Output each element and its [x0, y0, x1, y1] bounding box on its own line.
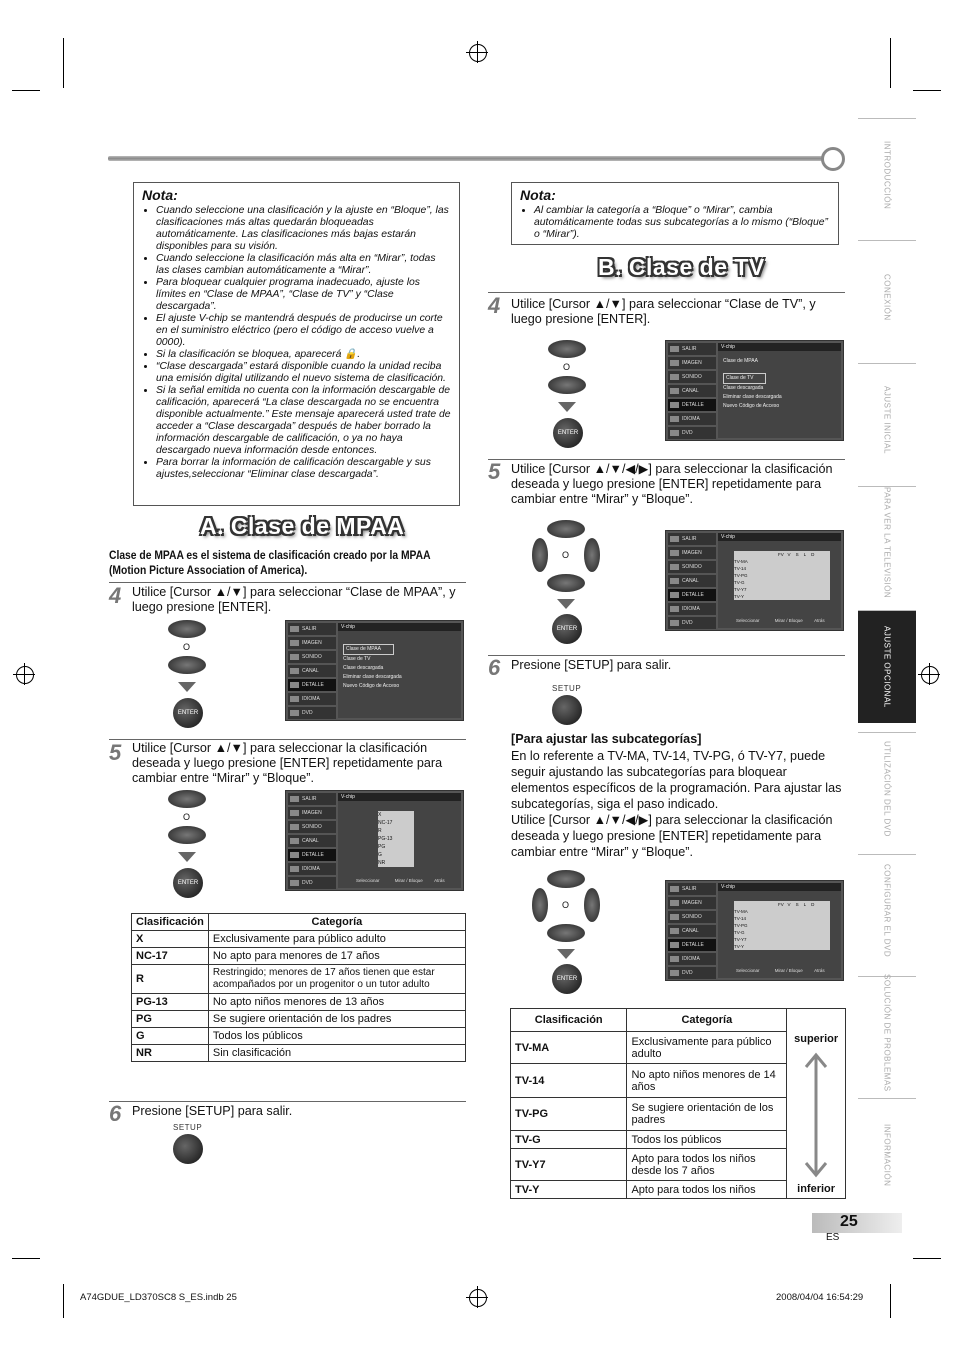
- setup-button: [173, 1134, 203, 1164]
- arrow-down-icon: [557, 599, 575, 609]
- table-cell: TV-Y7: [511, 1149, 627, 1181]
- table-row: [132, 931, 466, 948]
- rating-row: G: [378, 852, 382, 858]
- step-divider: [109, 582, 466, 583]
- table-cell: Todos los públicos: [627, 1131, 787, 1149]
- cursor-right-button: [584, 538, 600, 572]
- cursor-down-button: [168, 656, 206, 674]
- table-cell: Sin clasificación: [208, 1045, 465, 1062]
- menu-screen: [665, 340, 844, 441]
- rating-row: R: [378, 828, 382, 834]
- menu-screen: [285, 620, 464, 721]
- mpaa-rating-table: [131, 913, 466, 1062]
- column-header: S: [795, 902, 799, 907]
- menu-item-dvd: DVD: [668, 967, 716, 979]
- cursor-up-button: [168, 620, 206, 638]
- cursor-down-button: [547, 924, 585, 942]
- step-number: 4: [488, 293, 501, 318]
- section-title-mpaa: A. Clase de MPAA: [200, 513, 405, 539]
- menu-item-dvd: DVD: [668, 617, 716, 629]
- footer-file: A74GDUE_LD370SC8 S_ES.indb 25: [80, 1292, 237, 1303]
- footer-hint: Mirar / Bloque: [394, 878, 423, 883]
- table-row: [132, 1011, 466, 1028]
- section-title-tv: B. Clase de TV: [598, 254, 765, 280]
- table-cell: Se sugiere orientación de los padres: [627, 1098, 787, 1131]
- table-cell: Exclusivamente para público adulto: [627, 1032, 787, 1064]
- table-cell: TV-G: [511, 1131, 627, 1149]
- table-header: Categoría: [208, 914, 465, 931]
- step-number: 5: [109, 740, 122, 765]
- step-number: 6: [488, 655, 501, 680]
- cursor-up-button: [547, 870, 585, 888]
- table-cell: R: [132, 965, 209, 994]
- footer-hint: Atrás: [434, 878, 445, 883]
- menu-option: Nuevo Código de Acceso: [723, 403, 780, 409]
- table-cell: TV-MA: [511, 1032, 627, 1064]
- setup-label: SETUP: [552, 684, 582, 693]
- step-divider: [109, 1101, 466, 1102]
- note-box-left: [133, 182, 460, 506]
- step-text: Utilice [Cursor ▲/▼] para seleccionar “Clase de TV”, y luego presione [ENTER].: [511, 297, 816, 326]
- menu-item-imagen: IMAGEN: [668, 897, 716, 909]
- remote-pad: [166, 618, 210, 728]
- cursor-down-button: [547, 574, 585, 592]
- step-divider: [488, 655, 845, 656]
- or-label: O: [183, 642, 191, 652]
- menu-option: Clase de MPAA: [723, 358, 758, 364]
- crop-mark: [913, 1258, 941, 1259]
- table-row: [132, 948, 466, 965]
- table-cell: Se sugiere orientación de los padres: [208, 1011, 465, 1028]
- table-header: Categoría: [627, 1009, 787, 1032]
- remote-pad: [166, 788, 210, 898]
- crop-mark: [913, 90, 941, 91]
- registration-mark-icon: [469, 44, 487, 62]
- step-text: Utilice [Cursor ▲/▼/◀/▶] para seleccionar la clasificación deseada y luego presione [ENTER] repetidamente para cambiar entre “Mirar” y “Bloque”.: [511, 462, 833, 506]
- menu-item-imagen: IMAGEN: [288, 807, 336, 819]
- subcategory-text: Utilice [Cursor ▲/▼/◀/▶] para seleccionar la clasificación deseada y luego presione [ENTER] repetidamente para cambiar entre “Mirar” y “Bloque”.: [511, 813, 833, 859]
- rating-row: TV-Y7: [734, 937, 747, 942]
- page-number: 25: [840, 1213, 858, 1230]
- rating-row: TV-14: [734, 916, 747, 921]
- step-number: 5: [488, 459, 501, 484]
- menu-item-idioma: IDIOMA: [668, 603, 716, 615]
- menu-item-salir: SALIR: [668, 343, 716, 355]
- remote-pad: [532, 870, 600, 992]
- or-label: O: [562, 900, 570, 910]
- side-tab-conexion: CONEXIÓN: [858, 240, 916, 353]
- scale-cell: [787, 1009, 846, 1199]
- menu-item-imagen: IMAGEN: [668, 357, 716, 369]
- setup-button: [552, 695, 582, 725]
- table-row: [132, 1028, 466, 1045]
- column-header: L: [803, 552, 807, 557]
- enter-button: ENTER: [173, 868, 203, 898]
- column-header: L: [803, 902, 807, 907]
- rating-row: TV-G: [734, 580, 745, 585]
- menu-screen: [665, 530, 844, 631]
- menu-item-idioma: IDIOMA: [288, 693, 336, 705]
- table-header: Clasificación: [511, 1009, 627, 1032]
- footer-hint: Mirar / Bloque: [774, 968, 803, 973]
- column-header: D: [811, 552, 815, 557]
- menu-item-sonido: SONIDO: [288, 821, 336, 833]
- menu-item-salir: SALIR: [288, 793, 336, 805]
- step-divider: [488, 292, 845, 293]
- side-tab-solucion: SOLUCIÓN DE PROBLEMAS: [858, 976, 916, 1089]
- menu-item-canal: CANAL: [668, 575, 716, 587]
- note-item: • El ajuste V-chip se mantendrá después de producirse un corte en el suministro eléctrico (pero el código de acceso vuelve a 0000).: [156, 313, 451, 349]
- menu-title: V-chip: [718, 533, 841, 541]
- menu-item-detalle: DETALLE: [668, 939, 716, 951]
- rating-row: PG-13: [378, 836, 393, 842]
- menu-option: Eliminar clase descargada: [723, 394, 782, 400]
- menu-item-salir: SALIR: [288, 623, 336, 635]
- step-number: 6: [109, 1101, 122, 1126]
- menu-item-idioma: IDIOMA: [288, 863, 336, 875]
- crop-mark: [63, 1284, 64, 1318]
- menu-item-canal: CANAL: [288, 835, 336, 847]
- menu-item-sonido: SONIDO: [668, 371, 716, 383]
- table-cell: Apto para todos los niños desde los 7 años: [627, 1149, 787, 1181]
- or-label: O: [183, 812, 191, 822]
- footer-date: 2008/04/04 16:54:29: [776, 1292, 864, 1303]
- rating-row: NC-17: [378, 820, 393, 826]
- rating-row: TV-G: [734, 930, 745, 935]
- enter-button: ENTER: [173, 698, 203, 728]
- registration-mark-icon: [921, 666, 939, 684]
- tv-rating-table: [510, 1008, 846, 1199]
- note-title: Nota:: [142, 187, 178, 203]
- note-item: • “Clase descargada” estará disponible cuando la unidad reciba una emisión digital utilizando el nuevo sistema de clasificación.: [156, 361, 451, 385]
- column-header: FV: [778, 552, 784, 557]
- cursor-up-button: [548, 340, 586, 358]
- table-cell: NR: [132, 1045, 209, 1062]
- menu-option: Nuevo Código de Acceso: [343, 683, 400, 689]
- footer-hint: Mirar / Bloque: [774, 618, 803, 623]
- note-item: • Para borrar la información de calificación descargable y sus ajustes,seleccionar “Eliminar clase descargada”.: [156, 457, 451, 481]
- table-row: [132, 965, 466, 994]
- table-cell: TV-PG: [511, 1098, 627, 1131]
- subcategory-text: En lo referente a TV-MA, TV-14, TV-PG, ó TV-Y7, puede seguir ajustando las subcategorías para bloquear elementos específicos de la programación. Para ajustar las subcategorías, siga el paso indicado.: [511, 749, 842, 811]
- or-label: O: [562, 550, 570, 560]
- subcategory-title: [Para ajustar las subcategorías]: [511, 732, 702, 746]
- menu-option: Clase de TV: [343, 656, 371, 662]
- menu-screen: [285, 790, 464, 891]
- note-item: • Cuando seleccione la clasificación más alta en “Mirar”, todas las clases cambian automáticamente a “Mirar”.: [156, 253, 451, 277]
- side-tab-configurar-dvd: CONFIGURAR EL DVD: [858, 854, 916, 967]
- menu-item-canal: CANAL: [288, 665, 336, 677]
- menu-item-detalle: DETALLE: [288, 679, 336, 691]
- note-item: • Cuando seleccione una clasificación y la ajuste en “Bloque”, las clasificaciones más altas quedarán bloqueadas automáticamente. Las clasificaciones más bajas estarán disponibles para su visión.: [156, 205, 451, 253]
- side-tab-para-ver: PARA VER LA TELEVISIÓN: [858, 486, 916, 599]
- table-cell: PG: [132, 1011, 209, 1028]
- menu-item-imagen: IMAGEN: [288, 637, 336, 649]
- registration-mark-icon: [16, 666, 34, 684]
- menu-option: Clase de MPAA: [343, 644, 394, 655]
- note-title: Nota:: [520, 187, 556, 203]
- menu-item-sonido: SONIDO: [668, 911, 716, 923]
- step-divider: [109, 739, 466, 740]
- rating-row: X: [378, 812, 382, 818]
- menu-title: V-chip: [338, 623, 461, 631]
- enter-button: ENTER: [552, 964, 582, 994]
- step-text: Utilice [Cursor ▲/▼] para seleccionar la clasificación deseada y luego presione [ENTER] repetidamente para cambiar entre “Mirar” y “Bloque”.: [132, 741, 443, 785]
- step-divider: [488, 459, 845, 460]
- table-cell: TV-Y: [511, 1181, 627, 1199]
- table-cell: Restringido; menores de 17 años tienen que estar acompañados por un progenitor o un tutor adulto: [208, 965, 465, 994]
- cursor-down-button: [548, 376, 586, 394]
- table-row: [132, 994, 466, 1011]
- cursor-right-button: [584, 888, 600, 922]
- crop-mark: [63, 38, 64, 88]
- footer-hint: Atrás: [814, 968, 825, 973]
- menu-item-idioma: IDIOMA: [668, 953, 716, 965]
- table-cell: Apto para todos los niños: [627, 1181, 787, 1199]
- rating-row: TV-MA: [734, 909, 748, 914]
- footer-hint: Seleccionar: [356, 878, 380, 883]
- table-cell: Exclusivamente para público adulto: [208, 931, 465, 948]
- side-tab-ajuste-opcional: AJUSTE OPCIONAL: [858, 610, 916, 723]
- menu-item-sonido: SONIDO: [668, 561, 716, 573]
- table-cell: No apto para menores de 17 años: [208, 948, 465, 965]
- menu-item-canal: CANAL: [668, 925, 716, 937]
- column-header: V: [787, 902, 791, 907]
- crop-mark: [12, 90, 40, 91]
- rating-row: TV-Y: [734, 594, 745, 599]
- note-item: • Al cambiar la categoría a “Bloque” o “Mirar”, cambia automáticamente todas sus subcategorías a lo mismo (“Bloque” o “Mirar”).: [534, 205, 830, 241]
- footer-hint: Seleccionar: [736, 618, 760, 623]
- side-tab-utilizacion-dvd: UTILIZACIÓN DEL DVD: [858, 732, 916, 845]
- footer-hint: Atrás: [814, 618, 825, 623]
- menu-item-dvd: DVD: [288, 707, 336, 719]
- arrow-down-icon: [178, 682, 196, 692]
- table-cell: No apto niños menores de 13 años: [208, 994, 465, 1011]
- crop-mark: [12, 1258, 40, 1259]
- rating-row: TV-MA: [734, 559, 748, 564]
- note-item: • Si la señal emitida no cuenta con la información descargable de calificación, aparecerá “La clase descargada no se encuentra disponible actualmente.” Este mensaje aparecerá usted trate de acceder a “Clase descargada” después de haber borrado la información descargable de calificación, o ya no haya descargado nueva información desde entonces.: [156, 385, 451, 457]
- column-header: S: [795, 552, 799, 557]
- enter-button: ENTER: [552, 614, 582, 644]
- side-tab-ajuste-inicial: AJUSTE INICIAL: [858, 363, 916, 476]
- cursor-down-button: [168, 826, 206, 844]
- double-arrow-icon: [804, 1051, 828, 1179]
- menu-item-imagen: IMAGEN: [668, 547, 716, 559]
- menu-item-sonido: SONIDO: [288, 651, 336, 663]
- table-cell: PG-13: [132, 994, 209, 1011]
- cursor-up-button: [168, 790, 206, 808]
- cursor-up-button: [547, 520, 585, 538]
- table-row: [132, 1045, 466, 1062]
- table-cell: X: [132, 931, 209, 948]
- table-cell: NC-17: [132, 948, 209, 965]
- remote-pad: [532, 520, 600, 642]
- menu-item-idioma: IDIOMA: [668, 413, 716, 425]
- menu-screen: [665, 880, 844, 981]
- table-header: Clasificación: [132, 914, 209, 931]
- table-cell: G: [132, 1028, 209, 1045]
- arrow-down-icon: [557, 949, 575, 959]
- note-item: • Para bloquear cualquier programa inadecuado, ajuste los límites en “Clase de MPAA”, “Clase de TV” y “Clase descargada”.: [156, 277, 451, 313]
- enter-button: ENTER: [553, 418, 583, 448]
- remote-pad: [546, 338, 590, 448]
- menu-item-detalle: DETALLE: [288, 849, 336, 861]
- column-header: V: [787, 552, 791, 557]
- step-text: Presione [SETUP] para salir.: [511, 658, 672, 672]
- cursor-left-button: [532, 888, 548, 922]
- menu-option: Eliminar clase descargada: [343, 674, 402, 680]
- menu-item-dvd: DVD: [288, 877, 336, 889]
- setup-label: SETUP: [173, 1123, 203, 1132]
- menu-item-dvd: DVD: [668, 427, 716, 439]
- menu-option: Clase de TV: [723, 373, 766, 384]
- menu-option: Clase descargada: [343, 665, 384, 671]
- side-tab-informacion: INFORMACIÓN: [858, 1098, 916, 1211]
- menu-title: V-chip: [718, 883, 841, 891]
- table-cell: No apto niños menores de 14 años: [627, 1064, 787, 1098]
- rating-row: TV-PG: [734, 923, 748, 928]
- header-circle: [821, 147, 845, 171]
- language-code: ES: [826, 1232, 840, 1243]
- menu-item-detalle: DETALLE: [668, 589, 716, 601]
- table-cell: Todos los públicos: [208, 1028, 465, 1045]
- menu-option: Clase descargada: [723, 385, 764, 391]
- crop-mark: [890, 1284, 891, 1318]
- column-header: D: [811, 902, 815, 907]
- cursor-left-button: [532, 538, 548, 572]
- rating-row: TV-Y: [734, 944, 745, 949]
- step-text: Utilice [Cursor ▲/▼] para seleccionar “Clase de MPAA”, y luego presione [ENTER].: [132, 585, 456, 614]
- table-cell: TV-14: [511, 1064, 627, 1098]
- menu-item-salir: SALIR: [668, 883, 716, 895]
- arrow-down-icon: [558, 402, 576, 412]
- menu-title: V-chip: [718, 343, 841, 351]
- note-box-right: [511, 182, 839, 245]
- footer-hint: Seleccionar: [736, 968, 760, 973]
- menu-title: V-chip: [338, 793, 461, 801]
- registration-mark-icon: [469, 1289, 487, 1307]
- header-bar: [108, 156, 824, 161]
- menu-item-canal: CANAL: [668, 385, 716, 397]
- side-tab-introduccion: INTRODUCCIÓN: [858, 118, 916, 231]
- rating-row: TV-14: [734, 566, 747, 571]
- rating-row: PG: [378, 844, 386, 850]
- or-label: O: [563, 362, 571, 372]
- step-number: 4: [109, 583, 122, 608]
- scale-bottom-label: inferior: [797, 1183, 836, 1195]
- scale-top-label: superior: [794, 1033, 839, 1045]
- rating-row: TV-PG: [734, 573, 748, 578]
- note-item: • Si la clasificación se bloquea, aparecerá 🔒.: [156, 349, 451, 361]
- step-text: Presione [SETUP] para salir.: [132, 1104, 293, 1118]
- column-header: FV: [778, 902, 784, 907]
- arrow-down-icon: [178, 852, 196, 862]
- menu-item-salir: SALIR: [668, 533, 716, 545]
- crop-mark: [890, 38, 891, 88]
- menu-item-detalle: DETALLE: [668, 399, 716, 411]
- intro-text: Clase de MPAA es el sistema de clasificación creado por la MPAA (Motion Picture Association of America).: [109, 548, 431, 577]
- rating-row: NR: [378, 860, 386, 866]
- rating-row: TV-Y7: [734, 587, 747, 592]
